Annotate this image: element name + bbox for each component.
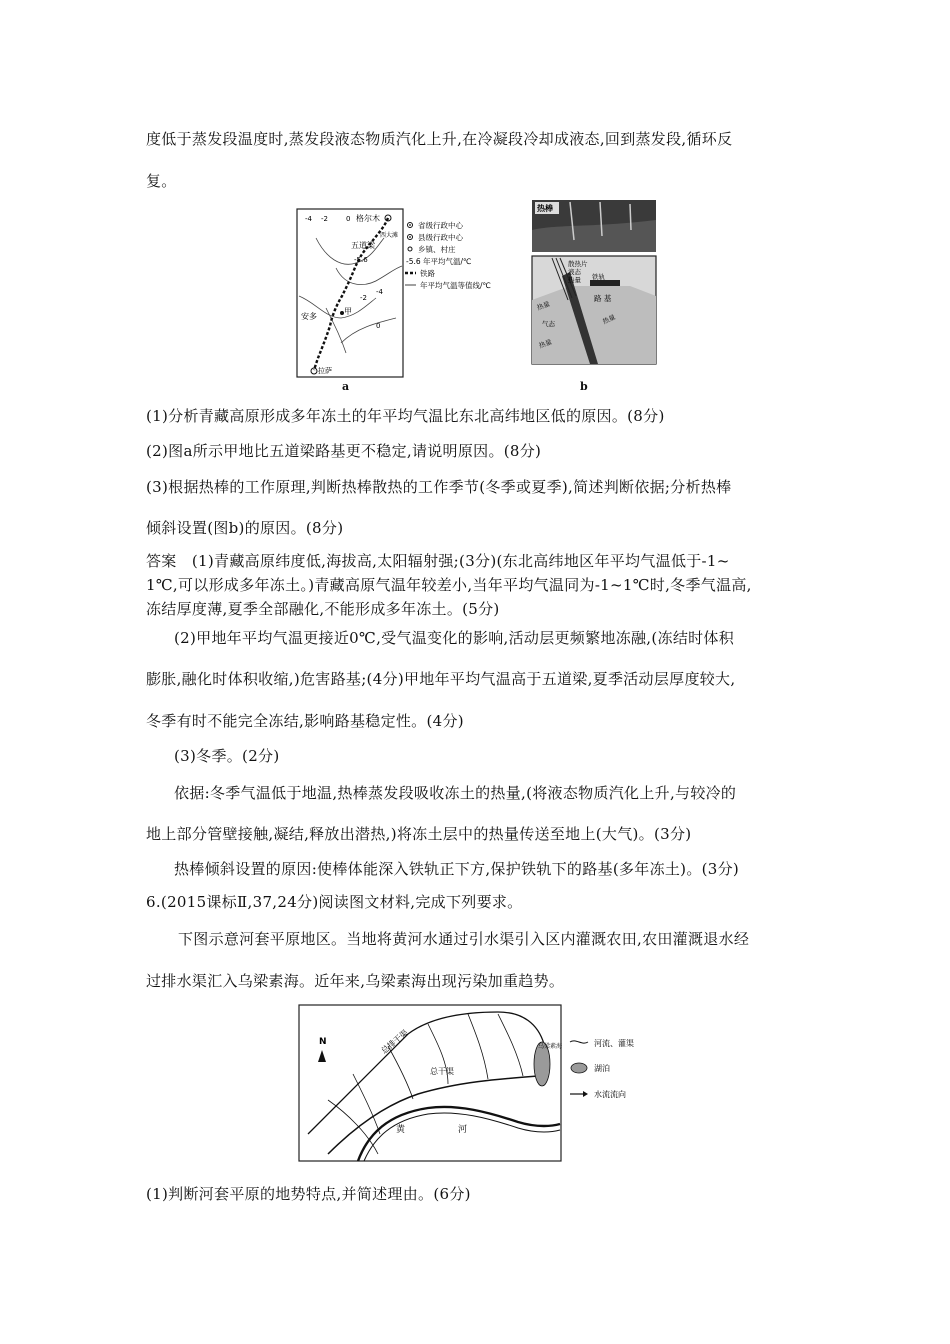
answer-line: (3)冬季。(2分) [174,747,280,765]
place-label: 拉萨 [318,367,332,375]
answer-line: 依据:冬季气温低于地温,热棒蒸发段吸收冻土的热量,(将液态物质汽化上升,与较冷的 [174,784,737,802]
answer-line: 冬季有时不能完全冻结,影响路基稳定性。(4分) [146,712,464,730]
isotherm-label: -2 [321,215,328,223]
question-line: (1)判断河套平原的地势特点,并简述理由。(6分) [146,1185,471,1203]
photo-label: 热棒 [537,204,553,213]
paragraph-line: 下图示意河套平原地区。当地将黄河水通过引水渠引入区内灌溉农田,农田灌溉退水经 [178,930,750,948]
question-line: 倾斜设置(图b)的原因。(8分) [146,519,344,537]
place-label: 五道梁 [351,241,375,250]
question-line: (2)图a所示甲地比五道梁路基更不稳定,请说明原因。(8分) [146,442,542,460]
paragraph-line: 过排水渠汇入乌梁素海。近年来,乌梁素海出现污染加重趋势。 [146,972,565,990]
question-line: (3)根据热棒的工作原理,判断热棒散热的工作季节(冬季或夏季),简述判断依据;分析热棒 [146,478,732,496]
isotherm-label: -4 [305,215,312,223]
answer-line: 地上部分管壁接触,凝结,释放出潜热,)将冻土层中的热量传送至地上(大气)。(3分) [146,825,692,843]
place-label: 格尔木 [356,214,380,223]
figure-b-diagram [530,200,658,380]
north-arrow-icon [318,1050,326,1062]
legend-label: 年平均气温等值线/℃ [420,281,491,290]
question-line: (1)分析青藏高原形成多年冻土的年平均气温比东北高纬地区低的原因。(8分) [146,407,665,425]
isotherm-label: 0 [376,322,381,330]
map-label: 河 [458,1125,468,1135]
north-label: N [319,1037,327,1047]
isotherm-label: 0 [346,215,351,223]
flow-arrow-icon [583,1091,588,1097]
diagram-label: 气态 [542,320,555,328]
isotherm-label: -2 [360,294,367,302]
map-label: 总干渠 [430,1067,454,1076]
answer-line: 1℃,可以形成多年冻土。)青藏高原气温年较差小,当年平均气温同为-1~1℃时,冬季气温高, [146,576,752,594]
diagram-label: 液态 [568,268,581,276]
isotherm-label: -4 [376,288,383,296]
text-line: 度低于蒸发段温度时,蒸发段液态物质汽化上升,在冷凝段冷却成液态,回到蒸发段,循环反 [146,130,733,148]
legend-label: 湖泊 [594,1064,610,1073]
map-label: 总排干渠 [379,1028,410,1056]
answer-line: 热棒倾斜设置的原因:使棒体能深入铁轨正下方,保护铁轨下的路基(多年冻土)。(3分) [174,860,740,878]
legend-label: 县级行政中心 [418,233,463,242]
question-title: 6.(2015课标Ⅱ,37,24分)阅读图文材料,完成下列要求。 [146,893,523,911]
legend-label: 河流、灌渠 [594,1039,634,1048]
answer-line: 膨胀,融化时体积收缩,)危害路基;(4分)甲地年平均气温高于五道梁,夏季活动层厚度较大, [146,670,736,688]
diagram-label: 热量 [535,299,551,312]
place-label: 甲 [344,307,352,316]
legend-label: -5.6 年平均气温/℃ [406,257,472,266]
legend-label: 水流流向 [594,1090,626,1099]
answer-line: (2)甲地年平均气温更接近0℃,受气温变化的影响,活动层更频繁地冻融,(冻结时体积 [174,629,735,647]
legend-label: 乡镇、村庄 [418,245,456,254]
diagram-label: 散热片 [568,260,588,268]
figure-hetao-map [298,1004,670,1164]
map-label: 乌梁素海 [538,1043,563,1050]
diagram-label: 路 基 [594,294,612,303]
figure-a-map [296,208,512,384]
diagram-label: 铁轨 [592,273,605,281]
text-line: 复。 [146,172,177,190]
figure-a-caption: a [342,380,350,393]
legend-label: 省级行政中心 [418,221,463,230]
place-label: 西大滩 [380,232,399,239]
diagram-label: 热量 [568,276,581,284]
answer-line: 冻结厚度薄,夏季全部融化,不能形成多年冻土。(5分) [146,600,500,618]
place-label: 安多 [301,312,317,321]
temp-label: -5.6 [354,256,368,264]
figure-b-caption: b [580,380,588,393]
map-label: 黄 [396,1125,406,1135]
diagram-label: 热量 [537,337,553,350]
diagram-label: 热量 [601,313,617,326]
answer-line: 答案 (1)青藏高原纬度低,海拔高,太阳辐射强;(3分)(东北高纬地区年平均气温低于-1~ [146,552,730,570]
legend-label: 铁路 [420,269,435,278]
